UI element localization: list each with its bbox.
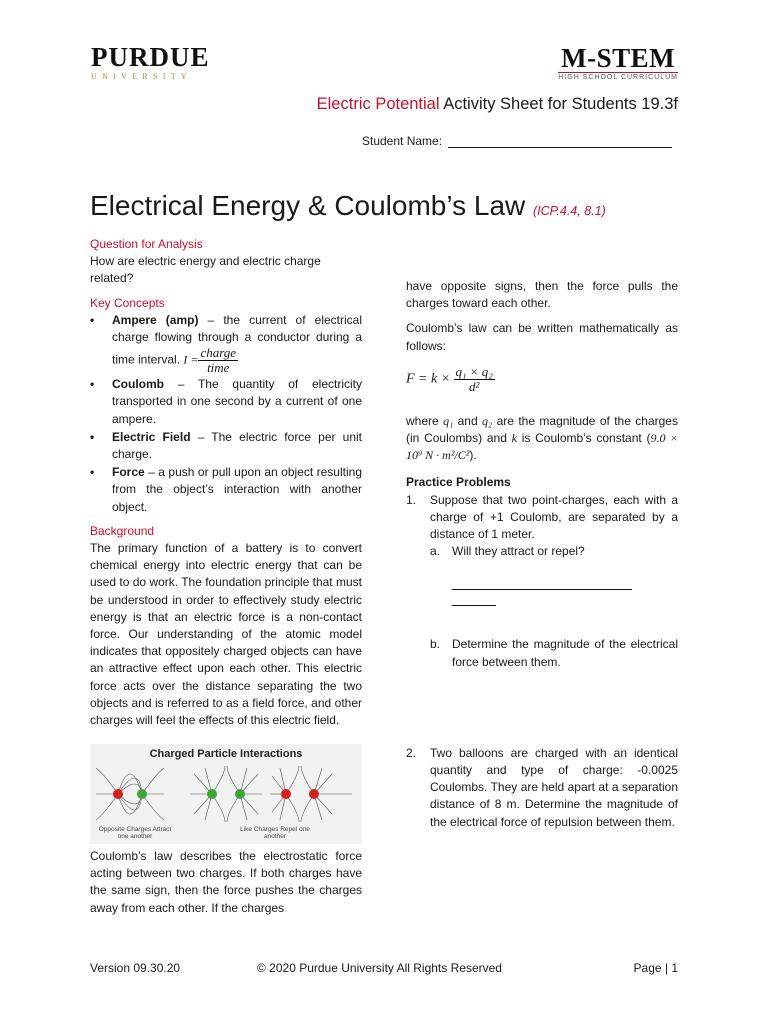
- practice-problems-list: [406, 492, 678, 831]
- problem-text: Suppose that two point-charges, each with a charge of +1 Coulomb, are separated by a distance of 1 meter.: [430, 492, 678, 542]
- ampere-formula-fraction: [198, 346, 238, 375]
- coulomb-formula: [406, 365, 678, 405]
- footer-version: Version 09.30.20: [90, 961, 181, 975]
- where-part: ).: [469, 448, 477, 463]
- negative-charge-icon: [235, 789, 245, 799]
- negative-charge-icon: [207, 789, 217, 799]
- student-name-field[interactable]: [362, 134, 672, 148]
- problem-number: 2.: [406, 745, 417, 760]
- concept-definition: – The electric force per unit charge.: [112, 429, 362, 462]
- footer-copyright: © 2020 Purdue University All Rights Reserved: [257, 961, 502, 975]
- formula-numerator: q₁ × q₂: [455, 363, 493, 379]
- background-text: The primary function of a battery is to convert chemical energy into electric energy that can be used to do work. The foundation principle that must be understood in order to effectively study electric energy is that an electric force is a non-contact force. Our understanding of the atomic model indicates that oppositely charged objects can have an attractive effect upon each other. This electric force acts over the distance separating the two objects and is referred to as a field force, and other charges will feel the effects of this electric field.: [90, 541, 362, 728]
- positive-charge-icon: [309, 789, 319, 799]
- where-part: and: [453, 413, 483, 428]
- sub-number: a.: [430, 544, 441, 559]
- left-column: [90, 236, 362, 729]
- question-heading: Question for Analysis: [90, 237, 203, 251]
- sheet-title-rest: Activity Sheet for Students 19.3f: [439, 95, 678, 113]
- problem-2: [406, 745, 678, 831]
- ampere-formula-denominator: time: [207, 360, 230, 376]
- ampere-formula-numerator: charge: [200, 345, 237, 361]
- answer-lines[interactable]: [430, 574, 678, 606]
- right-column: [406, 278, 678, 831]
- positive-charge-icon: [281, 789, 291, 799]
- var-q1: q₁: [443, 413, 454, 428]
- concept-definition: – a push or pull upon an object resulting from the object’s interaction with another object.: [112, 465, 362, 514]
- concept-term: Coulomb: [112, 377, 164, 392]
- figure-caption-repel: Like Charges Repel one another: [240, 826, 310, 840]
- answer-line[interactable]: [452, 590, 496, 606]
- where-part: where: [406, 413, 444, 428]
- concept-coulomb: [90, 376, 362, 428]
- concept-force: [90, 464, 362, 516]
- key-concepts-heading: Key Concepts: [90, 295, 165, 310]
- problem-text: Two balloons are charged with an identical quantity and type of charge: -0.0025 Coulombs. They are held apart at a separation distance of 8 m. Determine the magnitude of the electrical force of repulsion between them.: [430, 745, 678, 829]
- figure-title: Charged Particle Interactions: [149, 748, 303, 760]
- practice-problems-heading: Practice Problems: [406, 475, 511, 490]
- page-title-text: Electrical Energy & Coulomb’s Law: [90, 190, 526, 221]
- sub-text: Determine the magnitude of the electrical force between them.: [452, 637, 678, 669]
- formula-fraction: [454, 365, 495, 394]
- concept-definition: – the current of electrical charge flowing through a conductor during a time interval.: [112, 312, 362, 367]
- footer-page-number: Page | 1: [633, 961, 678, 975]
- concept-electric-field: [90, 429, 362, 463]
- sheet-title: [317, 95, 678, 114]
- problem-1b: [430, 636, 678, 670]
- answer-line[interactable]: [452, 574, 632, 590]
- student-name-label: Student Name:: [362, 134, 443, 148]
- where-part: are the magnitude of the charges (in Coulombs) and: [406, 413, 678, 446]
- mstem-logo: [558, 44, 678, 81]
- problem-1: [406, 492, 678, 671]
- concept-term: Force: [112, 465, 145, 480]
- var-q2: q₂: [482, 413, 493, 428]
- formula-lhs: F = k ×: [406, 371, 451, 387]
- problem-number: 1.: [406, 492, 417, 507]
- var-k: k: [511, 431, 517, 446]
- negative-charge-icon: [137, 789, 147, 799]
- sub-text: Will they attract or repel?: [452, 544, 585, 559]
- where-part: is Coulomb’s constant (: [516, 431, 651, 446]
- mstem-logo-sub: HIGH SCHOOL CURRICULUM: [558, 74, 678, 81]
- background-heading: Background: [90, 523, 155, 538]
- page-title: [90, 190, 606, 222]
- positive-charge-icon: [113, 789, 123, 799]
- formula-denominator: d²: [468, 378, 480, 394]
- continued-text: have opposite signs, then the force pulls the charges toward each other.: [406, 279, 678, 311]
- problem-1a: [430, 543, 678, 560]
- question-text: How are electric energy and electric charge related?: [90, 254, 321, 286]
- purdue-logo: [91, 44, 210, 81]
- figure-caption-attract: Opposite Charges Attract one another: [98, 826, 172, 840]
- purdue-logo-sub: UNIVERSITY: [91, 72, 192, 81]
- law-intro: Coulomb’s law can be written mathematically as follows:: [406, 321, 678, 353]
- concept-ampere: [90, 312, 362, 375]
- where-text: [406, 413, 678, 465]
- standards-reference: (ICP.4.4, 8.1): [533, 204, 606, 218]
- sub-number: b.: [430, 637, 441, 652]
- key-concepts-list: [90, 312, 362, 516]
- concept-definition: – The quantity of electricity transported in one second by a current of one ampere.: [112, 377, 362, 426]
- coulomb-law-text: Coulomb’s law describes the electrostatic force acting between two charges. If both charges have the same sign, then the force pushes the charges away from each other. If the charges: [90, 849, 362, 915]
- purdue-logo-word: PURDUE: [91, 42, 210, 72]
- student-name-line[interactable]: [448, 134, 672, 148]
- concept-term: Ampere (amp): [112, 312, 199, 327]
- sheet-title-topic: Electric Potential: [316, 95, 440, 113]
- concept-term: Electric Field: [112, 429, 191, 444]
- ampere-formula-lhs: I =: [183, 352, 199, 367]
- coulomb-constant: 9.0 × 10⁹ N · m²/C²: [406, 431, 678, 463]
- charged-particle-figure: [90, 744, 362, 844]
- mstem-logo-word: M-STEM: [561, 43, 676, 73]
